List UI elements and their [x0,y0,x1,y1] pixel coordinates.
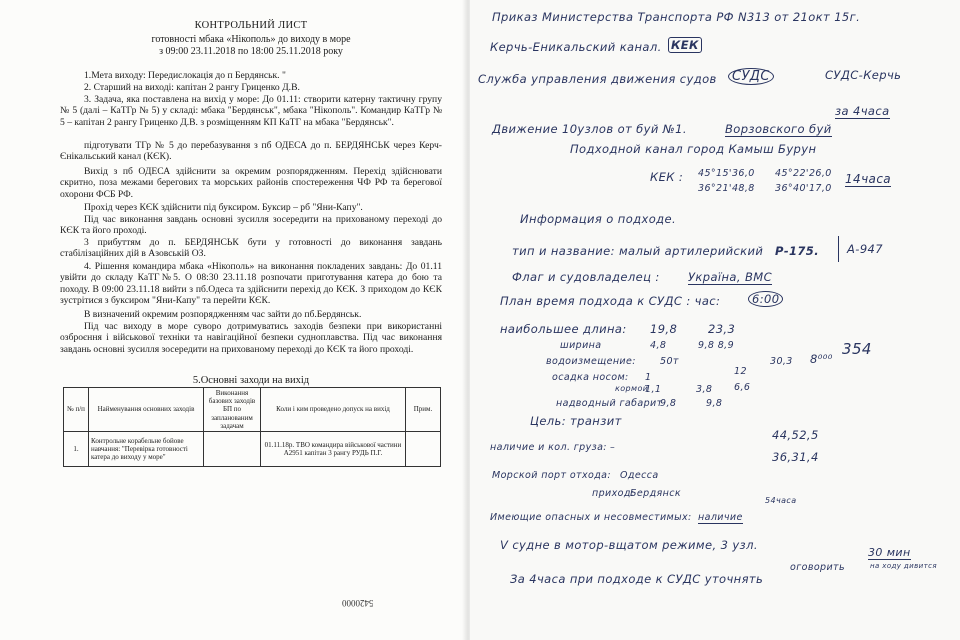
hw-disp-label: водоизмещение: [546,356,636,367]
hw-purpose: Цель: транзит [530,414,622,428]
hw-approach-channel: Подходной канал город Камыш Бурун [570,142,817,156]
hw-on-move-note: на ходу дивится [870,562,937,570]
hw-stern-3: 6,6 [734,382,751,393]
left-document-page [0,0,470,640]
hw-misc-2: 8⁰⁰⁰ [810,352,833,366]
table-header-number: № п/п [64,388,89,432]
hw-movement-line: Движение 10узлов от буй №1. [492,122,687,136]
hw-width-1: 4,8 [650,340,667,351]
table-cell-note [406,432,441,467]
hw-length-1: 19,8 [650,322,678,336]
table-cell-measure: Контрольне корабельне бойове навчання: "Перевірка готовності катера до виходу у море" [89,432,204,467]
table-header-row [64,388,441,432]
hw-order-line: Приказ Министерства Транспорта РФ N313 от 21окт 15г. [492,10,861,24]
paragraph-prepare: підготувати ТГр № 5 до перебазування з пб ОДЕСА до п. БЕРДЯНСЬК через Керч-Єнікальський канал (КЄК). [60,140,442,163]
paragraph-task: 3. Задача, яка поставлена на вихід у море: До 01.11: створити катерну тактичну групу № 5 (далі – КаТГр № 5) у складі: мбака "Бердянськ", мбака "Нікополь". Командир КаТГр № 5 – капітан 2 рангу Гриценко Д.В. з розміщенням КП КаТГ на мбака "Бердянськ". [60,94,442,128]
hw-cargo-label: наличие и кол. груза: [490,442,607,453]
hw-type-value: Р-175. [775,244,819,258]
hw-port-to-label: приход: [592,488,635,499]
hw-eta-label: План время подхода к СУДС : час: [500,294,721,308]
hw-height-label: надводный габарит [556,398,663,409]
hw-width-label: ширина [560,340,602,351]
document-subtitle-1: готовності мбака «Нікополь» до виходу в море [151,34,351,45]
hw-14-hours: 14часа [845,172,892,186]
table-cell-number: 1. [64,432,89,467]
paragraph-senior: 2. Старший на виході: капітан 2 рангу Гриценко Д.В. [84,82,300,93]
hw-height-1: 9,8 [660,398,677,409]
hw-bottom-word: оговорить [790,562,845,573]
paragraph-exit: Вихід з пб ОДЕСА здійснити за окремим розпорядженням. Перехід здійснювати скритно, поза межами берегових та морських районів спостереження ЧФ РФ та берегової охорони ФСБ РФ. [60,166,442,200]
paragraph-purpose: 1.Мета виходу: Передислокація до п Бердянськ. " [84,70,286,81]
table-row [64,432,441,467]
paragraph-arrival: 3 прибуттям до п. БЕРДЯНСЬК бути у готовності до виконання завдань стабілізаційних дій в Азовській ОЗ. [60,237,442,260]
hw-draft-2: 12 [734,366,747,377]
document-subtitle-2: з 09:00 23.11.2018 по 18:00 25.11.2018 року [159,46,343,57]
hw-coord-1a: 45°15'36,0 [698,168,755,179]
hw-numbers-2: 36,31,4 [772,450,819,464]
hw-dangerous-label: Имеющие опасных и несовместимых: [490,512,692,523]
hw-canal-line: Керчь-Еникальский канал. [490,40,662,54]
hw-stern-1: 1,1 [645,384,662,395]
table-cell-admission: 01.11.18р. ТВО командира військової частини А2951 капітан 3 рангу РУДЬ П.Г. [261,432,406,467]
right-handwritten-page [470,0,960,640]
hw-suds-kerch: СУДС-Керчь [825,68,902,82]
section-title: 5.Основні заходи на вихід [192,375,310,386]
hw-bottom-line: За 4часа при подходе к СУДС уточнять [510,572,764,586]
hw-hull-number: А-947 [838,236,883,262]
hw-coord-2b: 36°40'17,0 [775,183,832,194]
hw-numbers-1: 44,52,5 [772,428,819,442]
hw-flag-value: Україна, ВМС [688,270,773,284]
hw-kek-box: КЕК [668,37,702,53]
hw-stern-2: 3,8 [696,384,713,395]
paragraph-decision: 4. Рішення командира мбака «Нікополь» на виконання покладених завдань: До 01.11 увійти до складу КаТГ№5. О 08:30 23.11.18 розпочати приготування катера до бою та походу. В 09:00 23.11.18 вийти з пб.Одеса та здійснити перехід до КЄК. З приходом до КЄК зустрітися з буксиром "Яни-Капу" та перейти КЄК. [60,261,442,307]
hw-buoy-name: Ворзовского буй [725,122,832,136]
table-header-admission: Коли і ким проведено допуск на вихід [261,388,406,432]
hw-misc-1: 30,3 [770,356,793,367]
table-cell-execution [204,432,261,467]
hw-flag-label: Флаг и судовладелец : [512,270,660,284]
document-title: КОНТРОЛЬНИЙ ЛИСТ [194,20,308,31]
page-stamp-number: 5420000 [342,598,374,608]
paragraph-tug: Прохід через КЄК здійснити під буксиром. Буксир – рб "Яни-Капу". [84,202,363,213]
hw-port-from: Одесса [620,470,659,481]
hw-stern-label: кормой [615,384,649,393]
paragraph-effort: Під час виконання завдань основні зусилля зосередити на прихованому переході до КЄК та його проході. [60,214,442,237]
hw-eta-value: 6:00 [748,291,783,307]
hw-port-to: Бердянск [630,488,682,499]
hw-length-2: 23,3 [708,322,736,336]
hw-coord-2a: 45°22'26,0 [775,168,832,179]
hw-coord-1b: 36°21'48,8 [698,183,755,194]
hw-cargo-value: – [610,442,616,453]
hw-length-label: наибольшее длина: [500,322,627,336]
hw-disp-value: 50т [660,356,679,367]
hw-height-2: 9,8 [706,398,723,409]
hw-suds-circled: СУДС [728,68,774,85]
hw-info-heading: Информация о подходе. [520,212,677,226]
hw-draft-1: 1 [645,372,652,383]
table-header-measures: Найменування основних заходів [89,388,204,432]
hw-draft-label: осадка носом: [552,372,629,383]
hw-vts-line: Служба управления движения судов [478,72,717,86]
hw-width-2: 9,8 8,9 [698,340,735,351]
hw-type-label: тип и название: малый артилерийский [512,244,764,258]
hw-four-hours: за 4часа [835,104,890,118]
hw-54-hours: 54часа [765,496,797,505]
hw-dangerous-value: наличие [698,512,743,523]
hw-30-min: 30 мин [868,546,911,559]
measures-table [63,387,441,467]
paragraph-time: В визначений окремим розпорядженням час зайти до пб.Бердянськ. [84,309,362,320]
hw-kek-label: КЕК : [650,170,684,184]
table-header-execution: Виконання базових заходів БП по запланованим задачам [204,388,261,432]
hw-port-label: Морской порт отхода: [492,470,611,481]
paragraph-safety: Під час виходу в море суворо дотримуватись заходів безпеки при використанні озброєння і військової техніки та навігаційної безпеки судноплавства. Під час виконання завдань основні зусилля зосередити на прихованому переході до КЄК та його проході. [60,321,442,355]
hw-misc-3: 354 [842,340,872,358]
hw-engine-status: V судне в мотор-вщатом режиме, 3 узл. [500,538,758,552]
table-header-note: Прим. [406,388,441,432]
